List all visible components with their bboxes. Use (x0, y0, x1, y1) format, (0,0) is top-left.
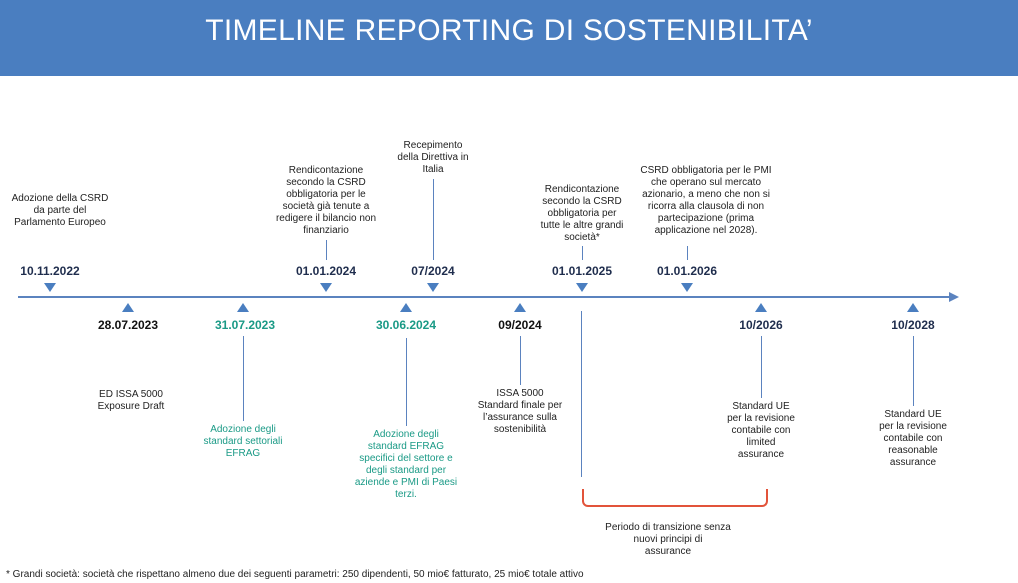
event-date-2026-10: 10/2026 (739, 318, 783, 332)
connector-2026-01 (687, 246, 688, 260)
connector-2025-01 (582, 246, 583, 260)
event-desc-2025-01: Rendicontazione secondo la CSRD obbligatoria per tutte le altre grandi società* (540, 184, 624, 243)
event-desc-2028-10: Standard UE per la revisione contabile con reasonable assurance (879, 409, 947, 468)
connector-2024-07 (433, 179, 434, 260)
timeline-axis (18, 296, 950, 298)
connector-2028-10 (913, 336, 914, 406)
event-desc-2023-07-31: Adozione degli standard settoriali EFRAG (203, 424, 283, 459)
event-desc-2026-10: Standard UE per la revisione contabile con limited assurance (727, 401, 795, 460)
event-date-2023-07-28: 28.07.2023 (97, 318, 159, 332)
event-date-2024-06: 30.06.2024 (375, 318, 437, 332)
marker-down-2022-11 (44, 283, 56, 292)
event-date-2023-07-31: 31.07.2023 (214, 318, 276, 332)
event-date-2024-07: 07/2024 (411, 264, 455, 278)
connector-2024-01 (326, 240, 327, 260)
connector-2024-06 (406, 338, 407, 426)
marker-up-2024-09 (514, 303, 526, 312)
page-title: TIMELINE REPORTING DI SOSTENIBILITA’ (205, 14, 813, 47)
event-date-2026-01: 01.01.2026 (656, 264, 718, 278)
event-date-2022-11: 10.11.2022 (20, 264, 80, 278)
event-desc-2024-07: Recepimento della Direttiva in Italia (397, 140, 469, 175)
marker-down-2026-01 (681, 283, 693, 292)
event-date-2025-01: 01.01.2025 (551, 264, 613, 278)
event-desc-2024-06: Adozione degli standard EFRAG specifici del settore e degli standard per aziende e PMI di Paesi terzi. (354, 429, 458, 500)
marker-down-2024-01 (320, 283, 332, 292)
marker-down-2024-07 (427, 283, 439, 292)
event-date-2024-09: 09/2024 (498, 318, 542, 332)
marker-up-2023-07-31 (237, 303, 249, 312)
event-desc-2026-01: CSRD obbligatoria per le PMI che operano sul mercato azionario, a meno che non si ricorra alla clausola di non partecipazione (prima applicazione nel 2028). (640, 165, 772, 236)
timeline-arrowhead (949, 292, 959, 302)
transition-bracket (582, 489, 768, 507)
footnote: * Grandi società: società che rispettano almeno due dei seguenti parametri: 250 dipendenti, 50 mio€ fatturato, 25 mio€ totale attivo (6, 569, 584, 580)
connector-2026-10 (761, 336, 762, 398)
event-date-2028-10: 10/2028 (891, 318, 935, 332)
marker-up-2028-10 (907, 303, 919, 312)
header-banner (0, 0, 1018, 76)
event-desc-2023-07-28: ED ISSA 5000 Exposure Draft (97, 389, 165, 412)
event-desc-2024-09: ISSA 5000 Standard finale per l’assurance sulla sostenibilità (477, 388, 563, 435)
transition-start-line (581, 311, 582, 477)
marker-up-2024-06 (400, 303, 412, 312)
marker-up-2023-07-28 (122, 303, 134, 312)
event-date-2024-01: 01.01.2024 (295, 264, 357, 278)
marker-down-2025-01 (576, 283, 588, 292)
event-desc-2024-01: Rendicontazione secondo la CSRD obbligatoria per le società già tenute a redigere il bilancio non finanziario (275, 165, 377, 236)
transition-label: Periodo di transizione senza nuovi principi di assurance (605, 522, 731, 557)
marker-up-2026-10 (755, 303, 767, 312)
connector-2023-07-31 (243, 336, 244, 421)
connector-2024-09 (520, 336, 521, 385)
event-desc-2022-11: Adozione della CSRD da parte del Parlamento Europeo (11, 193, 109, 228)
